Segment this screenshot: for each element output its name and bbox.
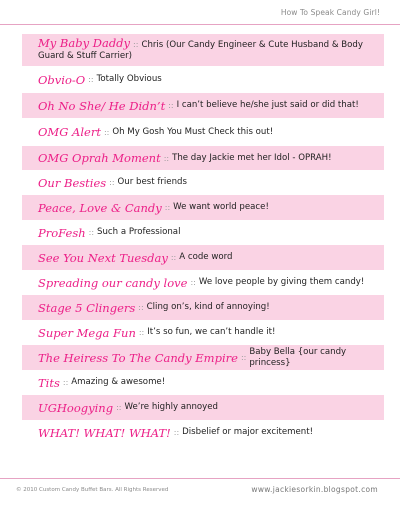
entry-separator: ::: [109, 178, 115, 187]
entry-separator: ::: [163, 153, 170, 163]
entry-definition: Such a Professional: [97, 227, 181, 237]
entry-definition: We want world peace!: [173, 202, 269, 212]
page-header-title: How To Speak Candy Girl!: [280, 8, 380, 17]
top-divider: [0, 24, 400, 25]
entry-definition: Disbelief or major excitement!: [182, 427, 314, 437]
entry-definition: Amazing & awesome!: [71, 377, 166, 387]
glossary-entry: [22, 345, 384, 370]
footer-website: www.jackiesorkin.blogspot.com: [251, 485, 378, 494]
glossary-entry: [22, 34, 384, 66]
entry-separator: ::: [103, 127, 110, 137]
entry-separator: ::: [138, 303, 144, 312]
entry-definition: We love people by giving them candy!: [198, 277, 365, 287]
entry-separator: ::: [138, 328, 145, 337]
entry-term: Super Mega Fun: [38, 325, 136, 340]
glossary-entry: [22, 118, 384, 146]
entry-definition: Our best friends: [117, 177, 187, 187]
entry-definition: A code word: [179, 252, 233, 262]
bottom-divider: [0, 478, 400, 479]
entry-definition: Chris (Our Candy Engineer & Cute Husband & Body Guard & Stuff Carrier): [38, 40, 363, 61]
entry-separator: ::: [88, 75, 94, 84]
entry-term: Oh No She/ He Didn’t: [38, 98, 166, 113]
entry-term: Obvio-O: [38, 72, 86, 87]
entry-term: OMG Alert: [38, 125, 101, 139]
entry-term: UGHoogying: [38, 400, 114, 415]
entry-term: See You Next Tuesday: [38, 250, 168, 265]
entry-definition: We’re highly annoyed: [124, 402, 219, 412]
entry-separator: ::: [240, 353, 247, 362]
entry-separator: ::: [173, 428, 180, 437]
entry-separator: ::: [116, 403, 122, 412]
glossary-entry: [22, 93, 384, 118]
glossary-list: [22, 34, 384, 445]
entry-definition: It’s so fun, we can’t handle it!: [147, 327, 276, 337]
glossary-entry: [22, 320, 384, 345]
glossary-entry: [22, 170, 384, 195]
glossary-entry: [22, 146, 384, 170]
entry-term: Our Besties: [38, 175, 107, 190]
entry-separator: ::: [62, 378, 69, 387]
entry-separator: ::: [133, 40, 139, 49]
entry-term: WHAT! WHAT! WHAT!: [38, 425, 171, 440]
entry-term: The Heiress To The Candy Empire: [38, 350, 238, 365]
entry-definition: Cling on’s, kind of annoying!: [146, 302, 270, 312]
glossary-entry: [22, 245, 384, 270]
entry-term: Stage 5 Clingers: [38, 300, 136, 315]
glossary-entry: [22, 195, 384, 220]
entry-term: Tits: [38, 375, 60, 390]
entry-separator: ::: [170, 253, 177, 262]
entry-separator: ::: [168, 101, 174, 110]
entry-term: OMG Oprah Moment: [38, 151, 161, 165]
entry-separator: ::: [190, 278, 196, 287]
glossary-entry: [22, 395, 384, 420]
footer-copyright: © 2010 Custom Candy Buffet Bars. All Rights Reserved: [16, 487, 169, 493]
entry-definition: Totally Obvious: [96, 74, 162, 84]
entry-separator: ::: [88, 228, 95, 237]
glossary-entry: [22, 370, 384, 395]
entry-term: Spreading our candy love: [38, 275, 188, 290]
entry-separator: ::: [164, 203, 171, 212]
entry-term: Peace, Love & Candy: [38, 200, 162, 215]
glossary-entry: [22, 420, 384, 445]
entry-term: ProFesh: [38, 225, 86, 240]
entry-definition: I can’t believe he/she just said or did that!: [176, 100, 359, 110]
entry-definition: Baby Bella {our candy princess}: [249, 346, 347, 368]
glossary-entry: [22, 270, 384, 295]
entry-definition: Oh My Gosh You Must Check this out!: [112, 126, 274, 137]
glossary-entry: [22, 220, 384, 245]
glossary-entry: [22, 295, 384, 320]
entry-term: My Baby Daddy: [38, 36, 131, 50]
entry-definition: The day Jackie met her Idol - OPRAH!: [172, 152, 332, 163]
glossary-entry: [22, 66, 384, 93]
